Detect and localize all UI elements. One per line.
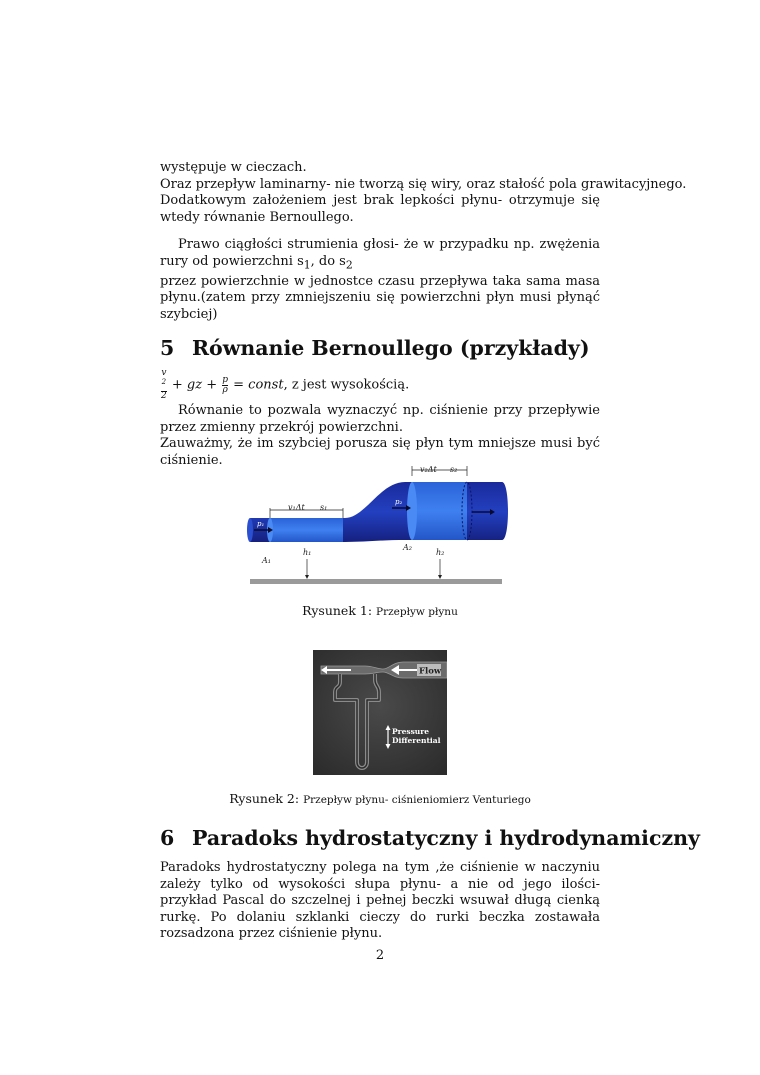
- segment-2-face: [407, 482, 417, 540]
- label-p2: p₂: [395, 498, 403, 506]
- continuity-line-1: [160, 237, 600, 274]
- section-6-text: [160, 860, 600, 943]
- fluid-segment-1: [270, 518, 343, 542]
- pipe-inlet: [247, 518, 253, 542]
- section-6-title: Paradoks hydrostatyczny i hydrodynamiczny: [192, 826, 700, 850]
- section-6-number: 6: [160, 826, 175, 850]
- figure-1-caption-label: Rysunek 1:: [302, 603, 373, 618]
- figure-2-caption: [0, 791, 760, 806]
- label-A1: A₁: [262, 556, 271, 565]
- continuity-part-2: , do s: [310, 253, 346, 269]
- eq-rhs: = const: [233, 377, 284, 393]
- pressure-label-1: Pressure: [392, 727, 429, 736]
- pressure-label-2: Differential: [392, 736, 441, 745]
- intro-line-2: Oraz przepływ laminarny- nie tworzą się wiry, oraz stałość pola grawitacyjnego.: [160, 176, 687, 192]
- eq-kinetic-fraction: [161, 369, 167, 401]
- ground-line: [250, 579, 502, 584]
- section-5-title: Równanie Bernoullego (przykłady): [192, 336, 590, 360]
- height-arrow-2: [438, 575, 442, 579]
- figure-1-pipe-diagram: [240, 460, 520, 590]
- height-arrow-1: [305, 575, 309, 579]
- eq-v: v: [161, 368, 167, 378]
- eq-pressure-fraction: [222, 376, 228, 395]
- figure-2-venturi-image: [313, 650, 447, 775]
- page-number: 2: [375, 948, 385, 963]
- label-h1: h₁: [303, 548, 312, 557]
- eq-middle: + gz +: [171, 377, 218, 393]
- figure-2-caption-label: Rysunek 2:: [229, 791, 300, 806]
- label-A2: A₂: [403, 543, 412, 552]
- continuity-sub-1: 1: [303, 258, 311, 272]
- continuity-line-2: przez powierzchnie w jednostce czasu przepływa taka sama masa płynu.(zatem przy zmniejszeniu się powierzchni płyn musi płynąć szybciej): [160, 273, 600, 322]
- label-v1dt: v₁Δt: [288, 503, 305, 512]
- section-6-para: Paradoks hydrostatyczny polega na tym ,że ciśnienie w naczyniu zależy tylko od wysokości słupa płynu- a nie od jego ilości- przykład Pascal do szczelnej i pełnej beczki wsuwał długą cienką rurkę. Po dolaniu szklanki cieczy do rurki beczka zostawała rozsadzona przez ciśnienie płynu.: [160, 860, 600, 941]
- figure-1-caption: [0, 603, 760, 618]
- intro-line-1: występuje w cieczach.: [160, 160, 307, 175]
- bernoulli-equation: [160, 369, 600, 401]
- continuity-paragraph: [160, 237, 600, 323]
- label-p1: p₁: [257, 520, 265, 528]
- continuity-sub-2: 2: [345, 258, 353, 272]
- label-s1: s₁: [320, 503, 328, 512]
- eq-tail: , z jest wysokością.: [283, 377, 410, 393]
- intro-line-3: Dodatkowym założeniem jest brak lepkości płynu- otrzymuje się wtedy równanie Bernoullego.: [160, 193, 600, 225]
- fluid-segment-2: [412, 482, 467, 540]
- eq-sup: 2: [161, 378, 167, 386]
- figure-1-caption-text: Przepływ płynu: [376, 606, 458, 618]
- eq-p: p: [222, 374, 229, 385]
- eq-rho: ρ: [222, 384, 228, 395]
- figure-2-caption-text: Przepływ płynu- ciśnieniomierz Venturiego: [303, 794, 531, 806]
- flow-label: Flow: [419, 666, 442, 677]
- eq-denominator: 2: [161, 391, 167, 401]
- continuity-part-1: Prawo ciągłości strumienia głosi- że w przypadku np. zwężenia rury od powierzchni s: [160, 237, 600, 269]
- section-5-para-2: Zauważmy, że im szybciej porusza się płyn tym mniejsze musi być ciśnienie.: [160, 436, 600, 468]
- label-s2: s₂: [450, 465, 458, 474]
- label-h2: h₂: [436, 548, 445, 557]
- intro-paragraph: [160, 160, 687, 226]
- section-6-heading: [160, 825, 700, 851]
- section-5-heading: [160, 335, 620, 361]
- section-5-para-1: Równanie to pozwala wyznaczyć np. ciśnienie przy przepływie przez zmienny przekrój powierzchni.: [160, 403, 600, 435]
- label-v2dt: v₂Δt: [420, 465, 437, 474]
- section-5-number: 5: [160, 336, 175, 360]
